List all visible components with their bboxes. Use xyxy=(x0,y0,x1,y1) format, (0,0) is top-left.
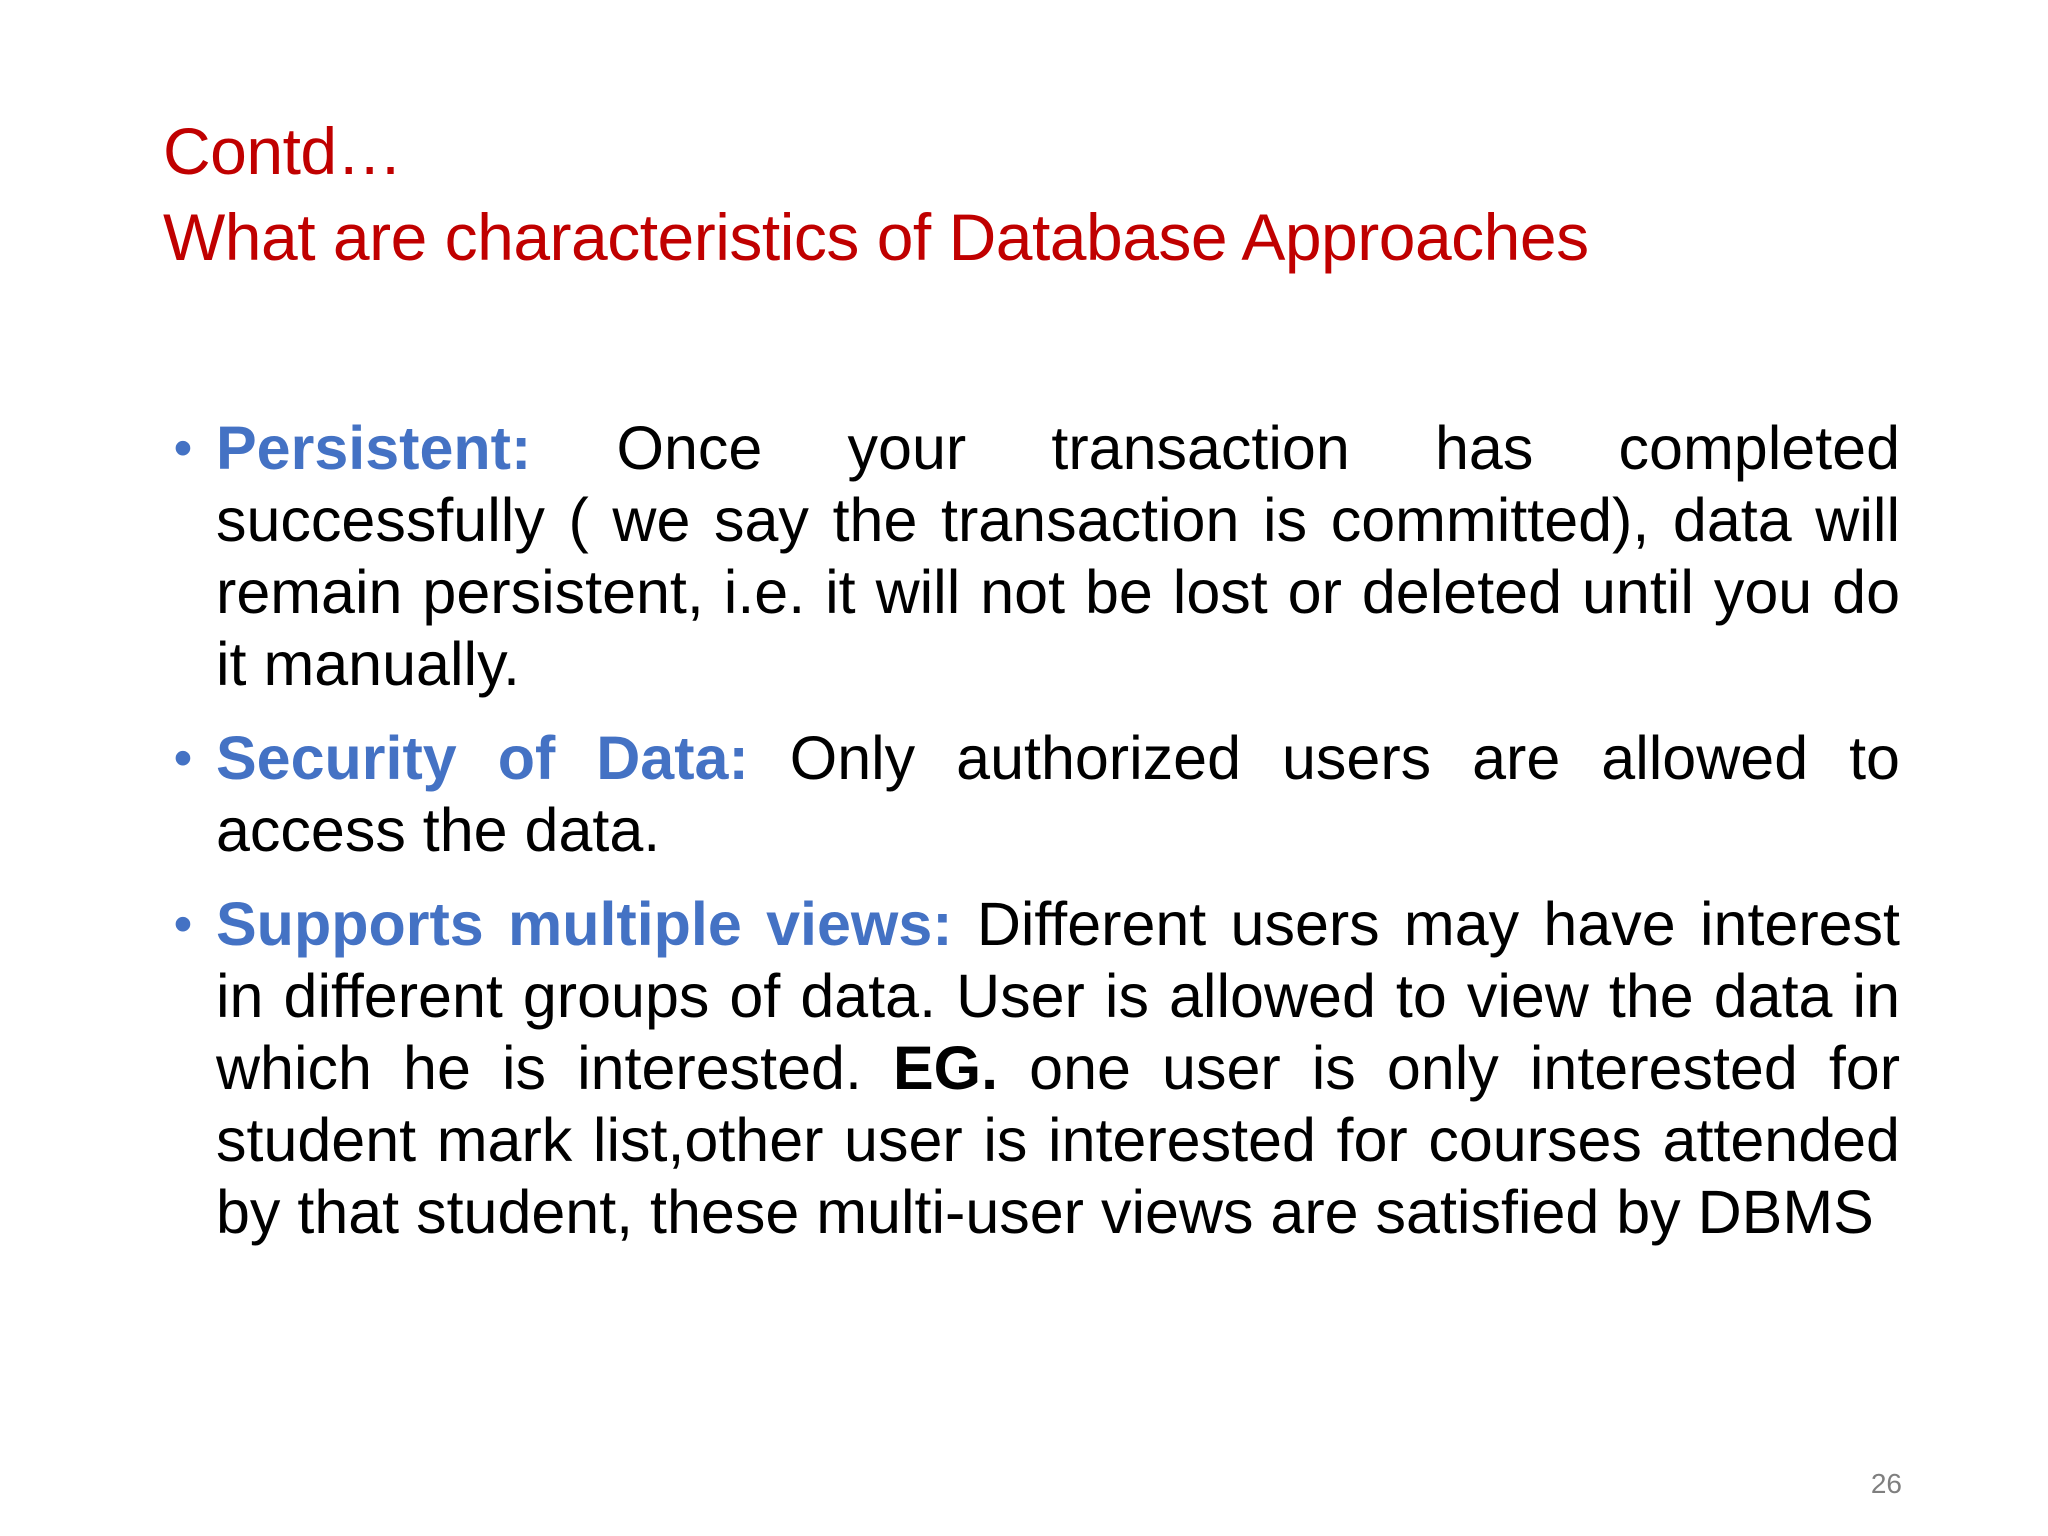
bullet-icon: • xyxy=(173,418,193,478)
bullet-term-separator: : xyxy=(510,414,532,482)
bullet-icon: • xyxy=(173,728,193,788)
bullet-term: Security of Data: xyxy=(216,724,749,792)
bullet-description: Only authorized users are allowed to access the data. xyxy=(216,724,1900,864)
bullet-icon: • xyxy=(173,894,193,954)
bullet-text xyxy=(216,888,1900,1248)
slide-title xyxy=(163,108,1913,280)
bullet-list xyxy=(150,412,1900,1270)
bullet-term: Persistent xyxy=(216,414,511,482)
title-continuation: Contd… xyxy=(163,114,403,188)
bullet-security-of-data xyxy=(150,722,1900,866)
bullet-term: Supports multiple views: xyxy=(216,890,953,958)
example-label: EG. xyxy=(893,1034,999,1102)
bullet-text xyxy=(216,412,1900,700)
title-heading: What are characteristics of Database Approaches xyxy=(163,200,1589,274)
bullet-text xyxy=(216,722,1900,866)
bullet-supports-multiple-views xyxy=(150,888,1900,1248)
page-number: 26 xyxy=(1870,1468,1902,1499)
bullet-description-part-1: Different users may have interest in different groups of data. User is allowed to view the data in which he is interested. xyxy=(216,890,1901,1102)
bullet-persistent xyxy=(150,412,1900,700)
bullet-description-part-2: one user is only interested for student mark list,other user is interested for courses attended by that student, these multi-user views are satisfied by DBMS xyxy=(216,1034,1901,1246)
bullet-description: Once your transaction has completed successfully ( we say the transaction is committed), data will remain persistent, i.e. it will not be lost or deleted until you do it manually. xyxy=(216,414,1900,698)
